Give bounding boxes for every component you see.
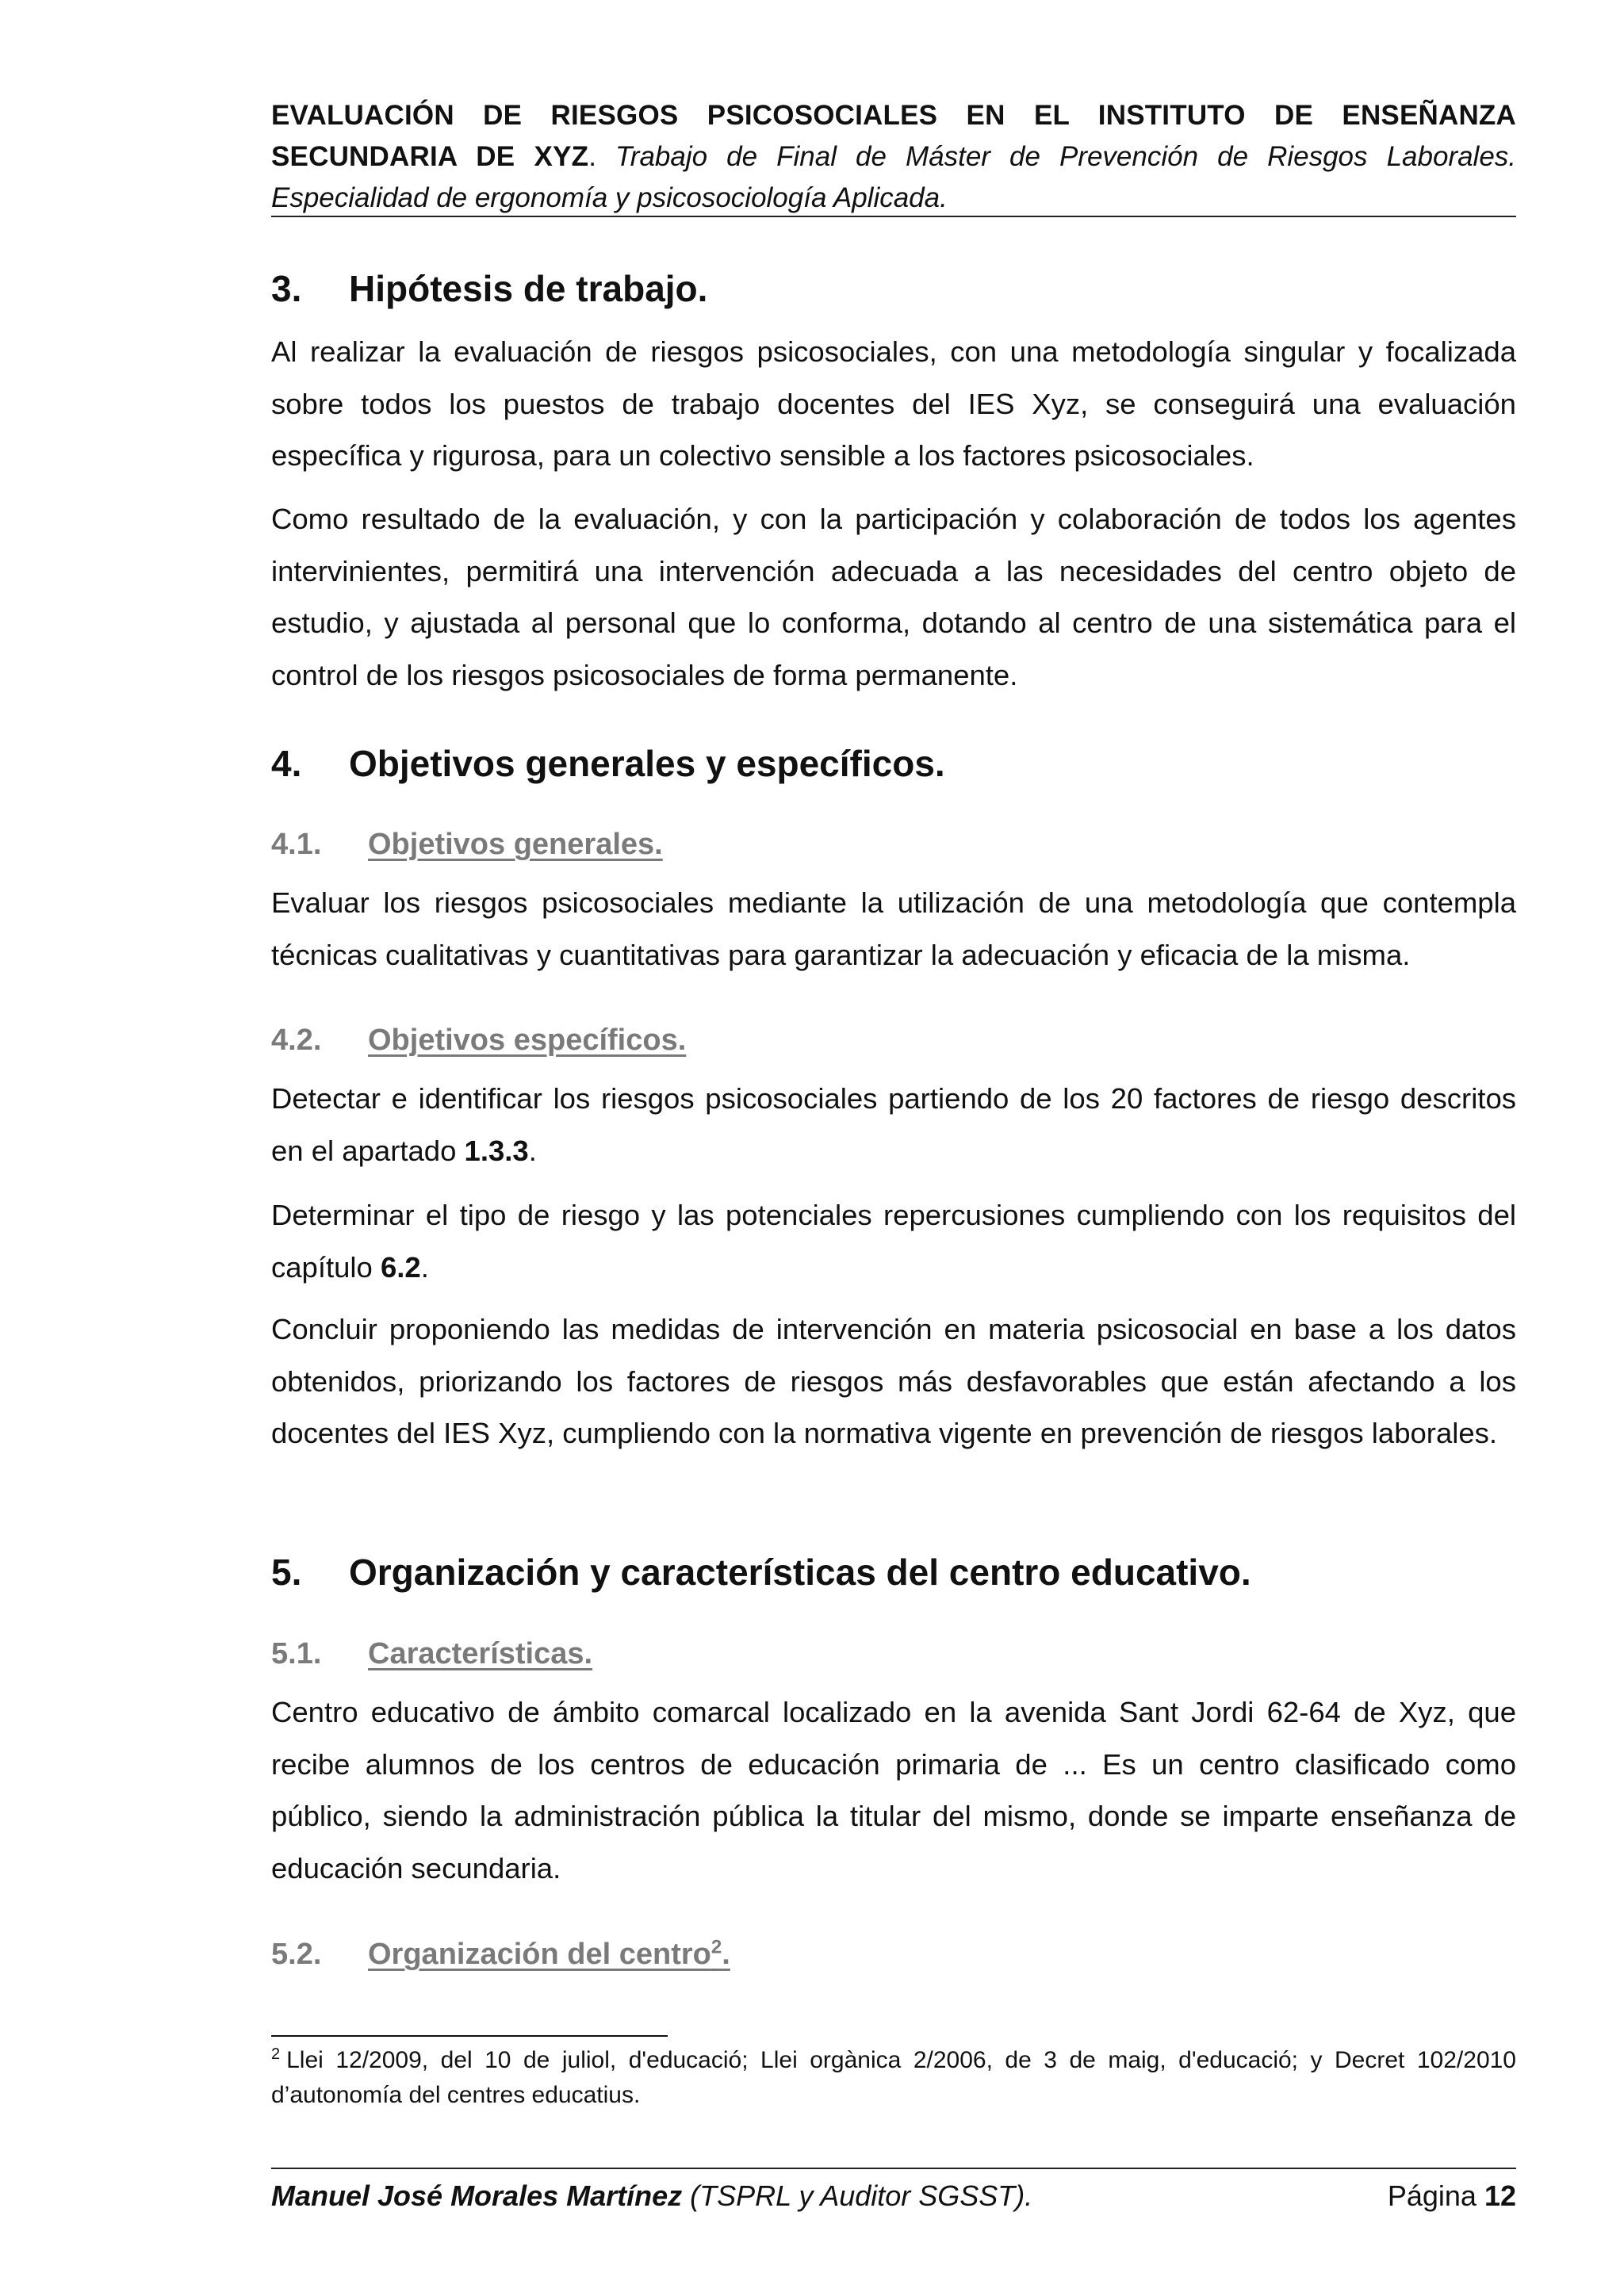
page-label: Página bbox=[1387, 2179, 1484, 2212]
section-number: 5. bbox=[271, 1552, 302, 1593]
section-4-heading bbox=[271, 741, 945, 786]
footnote-reference[interactable]: 2 bbox=[710, 1936, 722, 1958]
subsection-4-2-paragraph-3: Concluir proponiendo las medidas de intervención en materia psicosocial en base a los datos obtenidos, priorizando los factores de riesgos más desfavorables que están afectando a los docentes del IES Xyz, cumpliendo con la normativa vigente en prevención de riesgos laborales. bbox=[271, 1313, 1516, 1449]
page-number bbox=[1388, 2176, 1516, 2216]
footer-role: (TSPRL y Auditor SGSST). bbox=[682, 2179, 1033, 2212]
running-footer bbox=[271, 2176, 1516, 2216]
section-3-paragraph-2: Como resultado de la evaluación, y con la participación y colaboración de todos los agentes intervinientes, permitirá una intervención adecuada a las necesidades del centro objeto de estudio, y ajustada al personal que lo conforma, dotando al centro de una sistemática para el control de los riesgos psicosociales de forma permanente. bbox=[271, 503, 1516, 691]
paragraph-text: Detectar e identificar los riesgos psicosociales partiendo de los 20 factores de riesgo descritos en el apartado bbox=[271, 1082, 1516, 1167]
chapter-reference: 6.2 bbox=[380, 1250, 421, 1284]
subsection-title: Objetivos específicos. bbox=[368, 1024, 687, 1057]
section-5-heading bbox=[271, 1550, 1251, 1594]
subsection-title-end: . bbox=[722, 1938, 730, 1971]
subsection-title: Objetivos generales. bbox=[368, 828, 663, 861]
running-header bbox=[271, 95, 1516, 219]
subsection-4-1-paragraph: Evaluar los riesgos psicosociales mediante la utilización de una metodología que contempla técnicas cualitativas y cuantitativas para garantizar la adecuación y eficacia de la misma. bbox=[271, 886, 1516, 971]
footer-author: Manuel José Morales Martínez bbox=[271, 2179, 683, 2212]
paragraph-end: . bbox=[420, 1250, 429, 1284]
paragraph-text: Determinar el tipo de riesgo y las potenciales repercusiones cumpliendo con los requisitos del capítulo bbox=[271, 1199, 1516, 1284]
footnote-text: Llei 12/2009, del 10 de juliol, d'educació; Llei orgànica 2/2006, de 3 de maig, d'educació; y Decret 102/2010 d’autonomía del centres educatius. bbox=[271, 2047, 1516, 2108]
section-reference: 1.3.3 bbox=[464, 1134, 529, 1167]
subsection-5-1-paragraph: Centro educativo de ámbito comarcal localizado en la avenida Sant Jordi 62-64 de Xyz, que recibe alumnos de los centros de educación primaria de ... Es un centro clasificado como público, siendo la administración pública la titular del mismo, donde se imparte enseñanza de educación secundaria. bbox=[271, 1696, 1516, 1885]
subsection-4-2-paragraph-1 bbox=[271, 1073, 1516, 1177]
header-title: EVALUACIÓN DE RIESGOS PSICOSOCIALES EN EL INSTITUTO DE ENSEÑANZA SECUNDARIA DE XYZ bbox=[271, 100, 1516, 172]
subsection-number: 4.1. bbox=[271, 828, 322, 861]
paragraph-end: . bbox=[528, 1134, 537, 1167]
subsection-4-2-paragraph-2 bbox=[271, 1189, 1516, 1293]
subsection-number: 5.2. bbox=[271, 1938, 322, 1971]
subsection-title: Características. bbox=[368, 1637, 593, 1670]
section-title: Hipótesis de trabajo. bbox=[349, 268, 708, 309]
page-number-value: 12 bbox=[1484, 2179, 1516, 2212]
footnote-mark: 2 bbox=[271, 2045, 281, 2063]
section-title: Objetivos generales y específicos. bbox=[349, 743, 945, 784]
section-3-heading bbox=[271, 266, 707, 311]
footnote-divider bbox=[271, 2035, 668, 2037]
footer-divider bbox=[271, 2168, 1516, 2169]
section-number: 3. bbox=[271, 268, 302, 309]
section-number: 4. bbox=[271, 743, 302, 784]
document-page bbox=[271, 0, 1516, 2296]
header-separator: . bbox=[588, 141, 616, 172]
footnote bbox=[271, 2043, 1516, 2113]
subsection-5-1-heading bbox=[271, 1635, 592, 1673]
subsection-number: 5.1. bbox=[271, 1637, 322, 1670]
subsection-title bbox=[368, 1938, 730, 1971]
header-divider bbox=[271, 216, 1516, 217]
subsection-number: 4.2. bbox=[271, 1024, 322, 1057]
subsection-4-2-heading bbox=[271, 1021, 686, 1059]
subsection-title-text: Organización del centro bbox=[368, 1938, 711, 1971]
section-title: Organización y características del centro educativo. bbox=[349, 1552, 1251, 1593]
header-subtitle: Trabajo de Final de Máster de Prevención de Riesgos Laborales. Especialidad de ergonomía y psicosociología Aplicada. bbox=[271, 141, 1517, 213]
section-3-paragraph-1: Al realizar la evaluación de riesgos psicosociales, con una metodología singular y focalizada sobre todos los puestos de trabajo docentes del IES Xyz, se conseguirá una evaluación específica y rigurosa, para un colectivo sensible a los factores psicosociales. bbox=[271, 335, 1516, 472]
subsection-5-2-heading bbox=[271, 1935, 730, 1973]
subsection-4-1-heading bbox=[271, 825, 663, 863]
